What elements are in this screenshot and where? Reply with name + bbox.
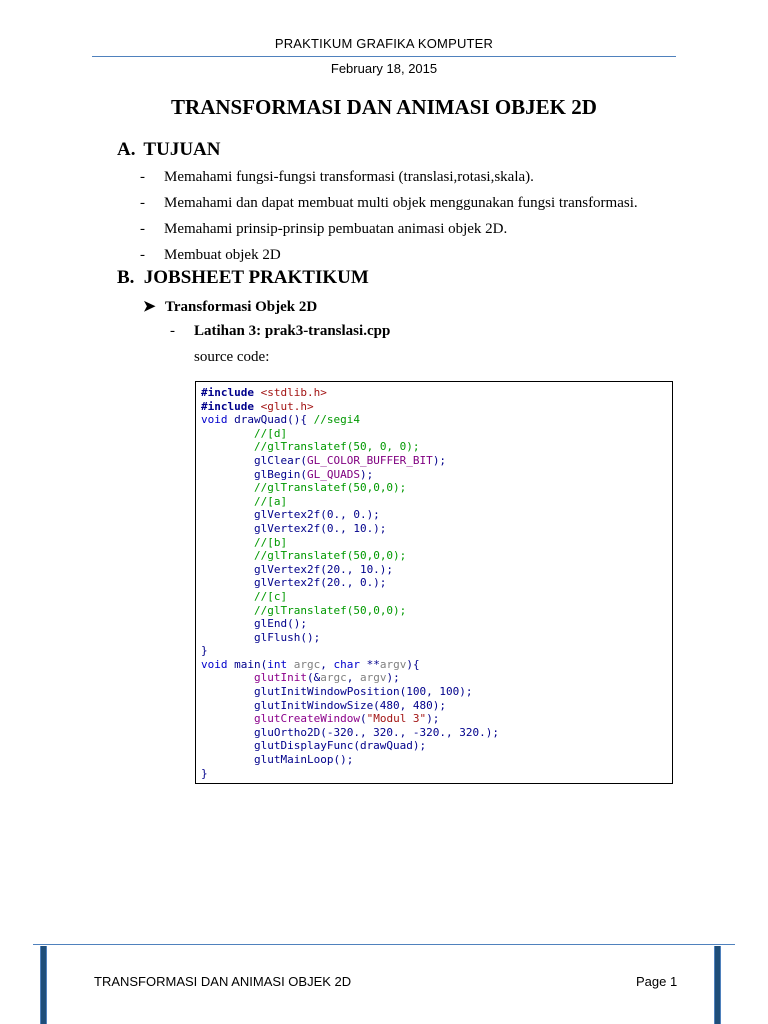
code-line: glutInitWindowSize(480, 480);: [201, 698, 447, 712]
code-line: glVertex2f(20., 0.);: [201, 576, 387, 590]
code-line: glVertex2f(0., 0.);: [201, 508, 380, 522]
footer-right-bar: [714, 946, 721, 1024]
exercise-title: Latihan 3: prak3-translasi.cpp: [194, 323, 391, 339]
code-line: glEnd();: [201, 617, 307, 631]
source-code-label: source code:: [194, 349, 270, 365]
code-line: glutCreateWindow("Modul 3");: [253, 712, 440, 726]
section-b-title: JOBSHEET PRAKTIKUM: [143, 267, 369, 288]
document-title: TRANSFORMASI DAN ANIMASI OBJEK 2D: [171, 95, 597, 119]
list-item-text: Membuat objek 2D: [164, 247, 281, 263]
code-line: //[b]: [253, 535, 288, 549]
header-date: February 18, 2015: [330, 61, 438, 76]
section-b-heading: [117, 267, 369, 289]
code-listing: [201, 386, 499, 780]
code-line: glutMainLoop();: [201, 753, 354, 767]
code-line: //[a]: [253, 494, 288, 508]
footer-title: TRANSFORMASI DAN ANIMASI OBJEK 2D: [94, 974, 352, 989]
running-header-title: PRAKTIKUM GRAFIKA KOMPUTER: [274, 36, 494, 51]
code-line: //glTranslatef(50,0,0);: [253, 481, 407, 495]
list-item: - Memahami dan dapat membuat multi objek menggunakan fungsi transformasi.: [140, 195, 638, 211]
code-line: //glTranslatef(50,0,0);: [253, 549, 407, 563]
section-a-heading: [117, 139, 220, 161]
code-line: glutInit(&argc, argv);: [253, 671, 400, 685]
footer-left-bar: [40, 946, 47, 1024]
exercise-heading: - Latihan 3: prak3-translasi.cpp: [170, 323, 391, 339]
code-line: glutDisplayFunc(drawQuad);: [201, 739, 427, 753]
objectives-list: [140, 168, 638, 272]
code-line: }: [201, 644, 208, 658]
code-line: }: [201, 766, 208, 780]
code-line: gluOrtho2D(-320., 320., -320., 320.);: [201, 725, 500, 739]
list-item-text: Memahami fungsi-fungsi transformasi (translasi,rotasi,skala).: [164, 169, 534, 185]
header-rule: [92, 56, 676, 57]
code-line: glClear(GL_COLOR_BUFFER_BIT);: [201, 453, 447, 467]
code-line: //glTranslatef(50,0,0);: [253, 603, 407, 617]
code-line: #include <stdlib.h>: [201, 386, 327, 399]
list-item-text: Memahami prinsip-prinsip pembuatan animasi objek 2D.: [164, 221, 508, 237]
list-item: - Membuat objek 2D: [140, 247, 281, 263]
code-line: glVertex2f(0., 10.);: [201, 521, 387, 535]
section-a-title: TUJUAN: [143, 139, 221, 160]
subsection-heading: [143, 297, 317, 316]
list-item: - Memahami fungsi-fungsi transformasi (translasi,rotasi,skala).: [140, 169, 534, 185]
code-block: [195, 381, 673, 784]
list-item-text: Memahami dan dapat membuat multi objek menggunakan fungsi transformasi.: [164, 195, 638, 211]
code-line: //[c]: [253, 589, 288, 603]
code-line: #include <glut.h>: [201, 399, 314, 413]
code-line: void drawQuad(){ //segi4: [201, 413, 360, 427]
footer-rule: [33, 944, 735, 945]
code-line: glBegin(GL_QUADS);: [201, 467, 374, 481]
list-item: - Memahami prinsip-prinsip pembuatan animasi objek 2D.: [140, 221, 508, 237]
code-line: glutInitWindowPosition(100, 100);: [201, 685, 473, 699]
code-line: void main(int argc, char **argv){: [201, 657, 420, 671]
code-line: //[d]: [253, 426, 288, 440]
section-b-number: B.: [117, 267, 135, 288]
code-line: glVertex2f(20., 10.);: [201, 562, 394, 576]
code-line: glFlush();: [201, 630, 321, 644]
arrow-bullet-icon: ➤: [143, 299, 156, 315]
page-number: Page 1: [636, 974, 678, 989]
code-line: //glTranslatef(50, 0, 0);: [253, 440, 420, 454]
subsection-title: Transformasi Objek 2D: [165, 299, 318, 315]
section-a-number: A.: [117, 139, 136, 160]
